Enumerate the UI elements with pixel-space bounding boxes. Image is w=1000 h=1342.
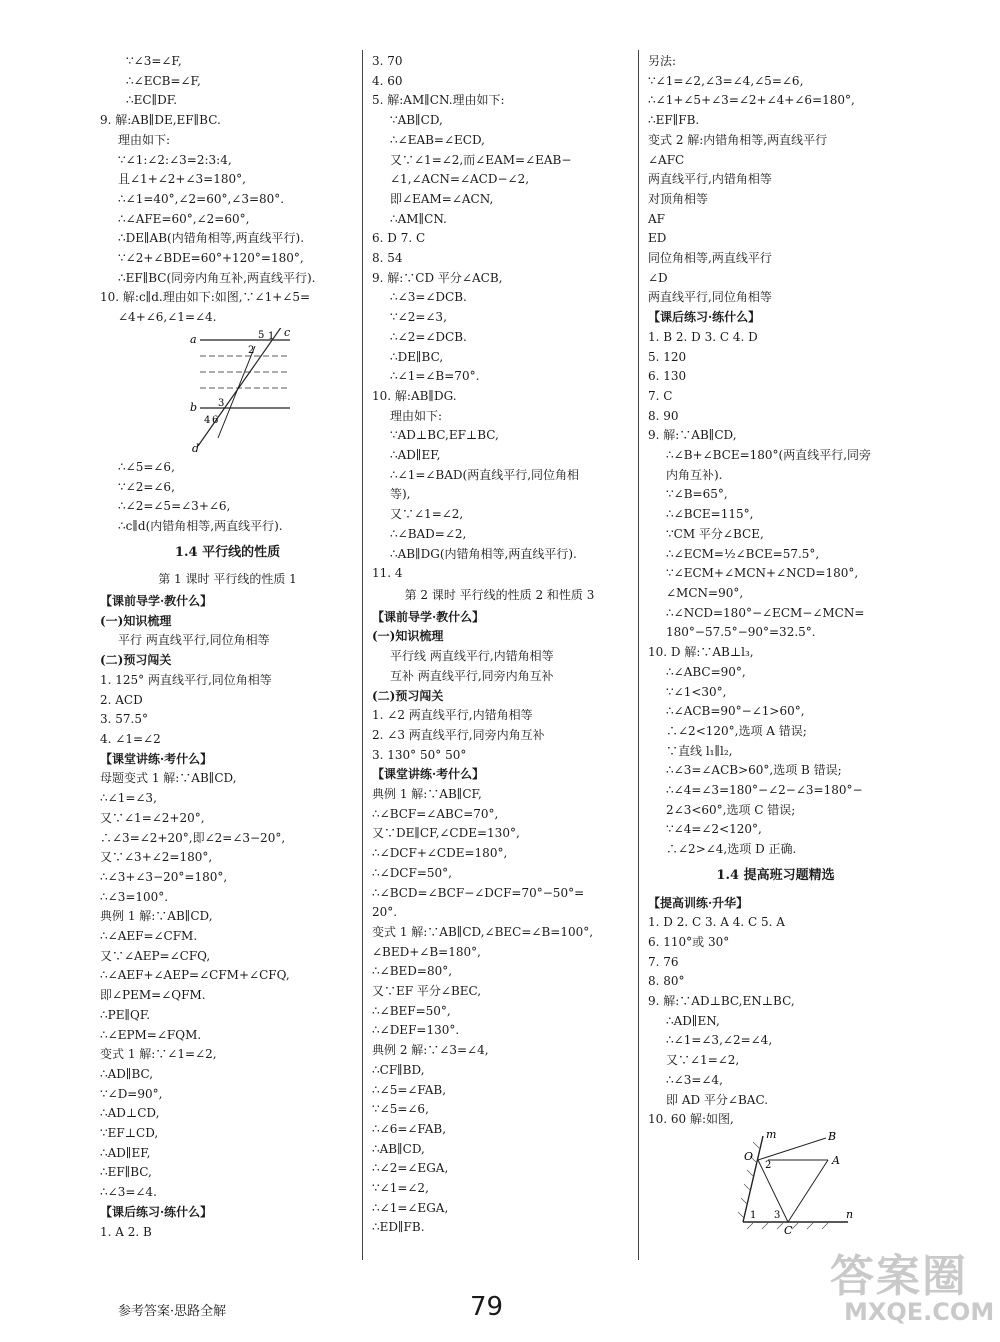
answer-line: ∵∠4=∠2<120°, (666, 822, 762, 837)
answer-line: 等), (390, 487, 411, 502)
answer-line: ∵∠3=∠F, (126, 54, 182, 68)
label-O: O (744, 1149, 754, 1163)
answer-line: ∴∠3=∠DCB. (390, 290, 467, 305)
answer-line: ∴∠BED=80°, (372, 964, 453, 979)
column-divider-2 (638, 50, 639, 1260)
label-c: c (284, 327, 291, 339)
answer-line: ∴∠6=∠FAB, (372, 1121, 447, 1136)
answer-line: ∴∠1+∠5+∠3=∠2+∠4+∠6=180°, (648, 93, 855, 108)
figure-parallel-lines-svg (100, 328, 355, 458)
column-divider-1 (362, 50, 363, 1260)
ray-B-O (758, 1138, 826, 1160)
answer-line: 6. 130 (648, 369, 687, 384)
answer-line: ∴∠4=∠3=180°−∠2−∠3=180°− (666, 783, 863, 798)
label-m: m (766, 1129, 777, 1141)
answer-line: 6. 110°或 30° (648, 934, 730, 949)
answer-line: ∠1,∠ACN=∠ACD−∠2, (390, 172, 530, 187)
answer-line: ∴∠AEF+∠AEP=∠CFM+∠CFQ, (100, 968, 290, 983)
figure-mirror-reflection (648, 1130, 903, 1235)
answer-line: 9. 解:∵CD 平分∠ACB, (372, 270, 503, 285)
answer-line: ∵∠D=90°, (100, 1086, 163, 1101)
answer-line: ∴EF∥FB. (648, 113, 700, 128)
answer-line: ∴AD∥EN, (666, 1013, 720, 1028)
answer-line: 典例 1 解:∵AB∥CF, (372, 787, 482, 802)
answer-line: 11. 4 (372, 566, 403, 581)
answer-line: ∴∠2>∠4,选项 D 正确. (666, 842, 797, 857)
answer-line: 1. D 2. C 3. A 4. C 5. A (648, 915, 785, 930)
answer-line: 1. ∠2 两直线平行,内错角相等 (372, 708, 533, 723)
angle-label-1: 1 (268, 330, 275, 342)
label-B: B (828, 1129, 837, 1143)
angle-label-4: 4 (204, 414, 211, 426)
lesson-title: 第 2 课时 平行线的性质 2 和性质 3 (404, 587, 595, 602)
answer-line: ∵∠1=∠2,∠3=∠4,∠5=∠6, (648, 73, 804, 88)
answer-line: 理由如下: (390, 408, 443, 423)
answer-line: 1. 125° 两直线平行,同位角相等 (100, 672, 272, 687)
answer-line: 3. 57.5° (100, 712, 148, 727)
answer-line: ∴∠3=∠2+20°,即∠2=∠3−20°, (100, 830, 286, 845)
answer-column-3 (648, 52, 903, 1235)
label-C: C (784, 1223, 793, 1235)
answer-line: 两直线平行,内错角相等 (648, 172, 772, 187)
answer-line: ∵∠1:∠2:∠3=2:3:4, (118, 152, 232, 167)
answer-line: ∴∠ABC=90°, (666, 664, 746, 679)
answer-line: ∴AB∥CD, (372, 1141, 425, 1156)
answer-line: 9. 解:∵AB∥CD, (648, 428, 737, 443)
answer-line: ∴∠ACB=90°−∠1>60°, (666, 704, 805, 719)
answer-line: ∵AB∥CD, (390, 113, 443, 128)
answer-line: 9. 解:∵AD⊥BC,EN⊥BC, (648, 994, 795, 1009)
chapter-title: 1.4 提高班习题精选 (716, 867, 835, 883)
answer-line: 又∵∠1=∠2, (390, 507, 464, 522)
angle-label-3: 3 (774, 1209, 781, 1221)
answer-line: ∵EF⊥CD, (100, 1126, 159, 1141)
angle-label-3: 3 (218, 397, 225, 409)
answer-line: 又∵∠3+∠2=180°, (100, 850, 213, 865)
answer-line: ∴∠1=40°,∠2=60°,∠3=80°. (118, 191, 285, 206)
section-heading: 【提高训练·升华】 (648, 895, 749, 910)
answer-line: 5. 120 (648, 349, 687, 364)
line-d (218, 346, 255, 438)
answer-line: ∴AB∥DG(内错角相等,两直线平行). (390, 546, 577, 561)
figure-mirror-reflection-svg (648, 1130, 903, 1235)
answer-line: 7. C (648, 388, 673, 403)
answer-line: ∴AD∥BC, (100, 1066, 154, 1081)
answer-line: 20°. (372, 905, 398, 920)
answer-line: ∴∠3=∠4. (100, 1185, 157, 1200)
answer-line: ∵AD⊥BC,EF⊥BC, (390, 428, 499, 443)
answer-line: ∵CM 平分∠BCE, (666, 526, 764, 541)
answer-line: 8. 80° (648, 974, 685, 989)
answer-line: ∴DE∥AB(内错角相等,两直线平行). (118, 231, 305, 246)
section-heading: (二)预习闯关 (372, 688, 444, 703)
angle-label-5: 5 (258, 329, 265, 341)
answer-line: ∵∠1<30°, (666, 684, 727, 699)
answer-line: 10. D 解:∵AB⊥l₃, (648, 645, 754, 660)
answer-line: ∴AD∥EF, (100, 1145, 151, 1160)
label-b: b (190, 400, 198, 414)
answer-line: 180°−57.5°−90°=32.5°. (666, 625, 816, 640)
answer-line: ∵∠B=65°, (666, 487, 728, 502)
answer-line: ∠MCN=90°, (666, 585, 744, 600)
answer-line: 变式 2 解:内错角相等,两直线平行 (648, 132, 828, 147)
answer-line: ∴AM∥CN. (390, 211, 447, 226)
answer-line: 平行 两直线平行,同位角相等 (118, 633, 270, 648)
answer-line: 理由如下: (118, 132, 171, 147)
answer-line: 又∵DE∥CF,∠CDE=130°, (372, 826, 520, 841)
angle-label-1: 1 (750, 1209, 757, 1221)
answer-line: 即∠PEM=∠QFM. (100, 988, 206, 1003)
watermark-text: 答案圈 (830, 1251, 968, 1302)
line-c (198, 328, 282, 446)
answer-line: ∴∠1=∠EGA, (372, 1200, 449, 1215)
answer-line: ED (648, 231, 667, 246)
answer-line: 10. 解:AB∥DG. (372, 388, 457, 403)
answer-line: 4. ∠1=∠2 (100, 731, 161, 746)
answer-line: ∴∠BEF=50°, (372, 1003, 451, 1018)
answer-line: 又∵∠1=∠2,而∠EAM=∠EAB− (390, 152, 572, 167)
answer-line: ∴∠3+∠3−20°=180°, (100, 869, 228, 884)
answer-line: 又∵∠AEP=∠CFQ, (100, 948, 211, 963)
label-d: d (192, 441, 200, 455)
answer-line: ∴∠B+∠BCE=180°(两直线平行,同旁 (666, 448, 872, 463)
page-number: 79 (470, 1292, 504, 1322)
section-heading: (一)知识梳理 (100, 613, 172, 628)
answer-line: 典例 2 解:∵∠3=∠4, (372, 1043, 489, 1058)
answer-line: 5. 解:AM∥CN.理由如下: (372, 93, 505, 108)
section-heading: 【课前导学·教什么】 (100, 594, 213, 609)
answer-line: 两直线平行,同位角相等 (648, 290, 772, 305)
answer-line: 同位角相等,两直线平行 (648, 251, 772, 266)
answer-line: ∵直线 l₁∥l₂, (666, 743, 733, 758)
answer-line: 3. 130° 50° 50° (372, 747, 467, 762)
answer-line: 平行线 两直线平行,内错角相等 (390, 649, 554, 664)
angle-label-6: 6 (212, 414, 219, 426)
answer-line: ∴∠DCF+∠CDE=180°, (372, 846, 508, 861)
figure-parallel-lines (100, 328, 355, 458)
answer-line: ∴AD∥EF, (390, 448, 441, 463)
angle-label-2: 2 (248, 344, 255, 356)
answer-line: ∴∠DCF=50°, (372, 865, 452, 880)
answer-line: ∵∠2=∠6, (118, 479, 175, 494)
answer-line: 即 AD 平分∠BAC. (666, 1092, 769, 1107)
answer-line: 4. 60 (372, 73, 403, 88)
section-heading: 【课前导学·教什么】 (372, 609, 485, 624)
answer-line: ∵∠2+∠BDE=60°+120°=180°, (118, 251, 304, 266)
answer-line: 又∵EF 平分∠BEC, (372, 984, 482, 999)
answer-line: ∴∠NCD=180°−∠ECM−∠MCN= (666, 605, 865, 620)
answer-line: ∴∠2=∠5=∠3+∠6, (118, 499, 231, 514)
answer-line: 1. B 2. D 3. C 4. D (648, 329, 758, 344)
answer-line: ∴DE∥BC, (390, 349, 444, 364)
answer-line: 且∠1+∠2+∠3=180°, (118, 172, 246, 187)
answer-line: ∴∠1=∠B=70°. (390, 369, 480, 384)
section-heading: (二)预习闯关 (100, 653, 172, 668)
watermark-url: MXQE.COM (844, 1298, 995, 1326)
answer-line: ∵∠ECM+∠MCN+∠NCD=180°, (666, 566, 859, 581)
answer-line: ∴∠ECM=½∠BCE=57.5°, (666, 546, 820, 561)
answer-line: ∴EC∥DF. (126, 93, 178, 108)
section-heading: 【课后练习·练什么】 (100, 1204, 213, 1219)
answer-line: 9. 解:AB∥DE,EF∥BC. (100, 113, 221, 128)
answer-line: 10. 解:c∥d.理由如下:如图,∵∠1+∠5= (100, 290, 311, 305)
answer-line: ∴∠AFE=60°,∠2=60°, (118, 211, 250, 226)
answer-line: 6. D 7. C (372, 231, 426, 246)
answer-line: 10. 60 解:如图, (648, 1112, 734, 1127)
answer-column-1 (100, 52, 355, 1242)
answer-line: 又∵∠1=∠2, (666, 1053, 740, 1068)
section-heading: 【课后练习·练什么】 (648, 310, 761, 325)
answer-line: ∴∠ECB=∠F, (126, 73, 201, 88)
answer-line: ∴c∥d(内错角相等,两直线平行). (118, 518, 283, 533)
answer-line: 又∵∠1=∠2+20°, (100, 810, 205, 825)
label-A: A (832, 1153, 840, 1167)
answer-line: ∴∠2=∠EGA, (372, 1161, 449, 1176)
answer-line: ∴∠EPM=∠FQM. (100, 1027, 202, 1042)
answer-line: ∴∠1=∠BAD(两直线平行,同位角相 (390, 467, 580, 482)
answer-column-2 (372, 52, 627, 1238)
answer-line: ∴EF∥BC, (100, 1165, 152, 1180)
lesson-title: 第 1 课时 平行线的性质 1 (158, 572, 297, 587)
chapter-title: 1.4 平行线的性质 (174, 544, 281, 560)
answer-line: ∴∠2=∠DCB. (390, 329, 467, 344)
answer-line: 1. A 2. B (100, 1224, 152, 1239)
answer-line: AF (648, 211, 665, 226)
answer-line: 变式 1 解:∵∠1=∠2, (100, 1047, 217, 1062)
answer-line: ∴∠2<120°,选项 A 错误; (666, 723, 807, 738)
answer-line: ∴∠BAD=∠2, (390, 526, 467, 541)
answer-line: 8. 90 (648, 408, 679, 423)
section-heading: 【课堂讲练·考什么】 (372, 767, 485, 782)
answer-line: ∴∠1=∠3,∠2=∠4, (666, 1033, 773, 1048)
answer-line: ∠D (648, 270, 668, 285)
answer-line: ∵∠5=∠6, (372, 1102, 429, 1117)
answer-line: 7. 76 (648, 954, 679, 969)
answer-line: ∴∠AEF=∠CFM. (100, 929, 198, 944)
answer-line: ∴ED∥FB. (372, 1220, 425, 1235)
footer-caption: 参考答案·思路全解 (118, 1304, 227, 1319)
answer-line: ∴∠3=100°. (100, 889, 169, 904)
label-n: n (846, 1207, 854, 1221)
answer-line: ∴∠EAB=∠ECD, (390, 132, 485, 147)
answer-line: ∠AFC (648, 152, 685, 167)
answer-line: 变式 1 解:∵AB∥CD,∠BEC=∠B=100°, (372, 924, 594, 939)
answer-line: 母题变式 1 解:∵AB∥CD, (100, 771, 237, 786)
answer-line: ∠BED+∠B=180°, (372, 944, 481, 959)
answer-line: 2. ∠3 两直线平行,同旁内角互补 (372, 727, 545, 742)
answer-line: ∴∠1=∠3, (100, 791, 157, 806)
answer-line: 即∠EAM=∠ACN, (390, 191, 494, 206)
answer-line: ∴∠DEF=130°. (372, 1023, 460, 1038)
answer-line: ∴∠BCD=∠BCF−∠DCF=70°−50°= (372, 885, 585, 900)
ray-O-C (758, 1160, 788, 1222)
answer-line: 对顶角相等 (648, 191, 709, 206)
answer-line: 另法: (648, 54, 677, 68)
answer-line: ∴∠3=∠ACB>60°,选项 B 错误; (666, 763, 842, 778)
angle-label-2: 2 (765, 1159, 772, 1171)
answer-line: ∴PE∥QF. (100, 1007, 151, 1022)
answer-line: ∵∠2=∠3, (390, 310, 447, 325)
watermark-logo (830, 1240, 995, 1335)
ray-C-A (788, 1160, 828, 1222)
answer-line: 2. ACD (100, 692, 143, 707)
label-a: a (190, 332, 197, 346)
answer-line: ∴∠BCE=115°, (666, 507, 754, 522)
section-heading: (一)知识梳理 (372, 629, 444, 644)
answer-line: ∴∠3=∠4, (666, 1072, 723, 1087)
answer-line: ∴EF∥BC(同旁内角互补,两直线平行). (118, 270, 316, 285)
answer-line: ∴∠BCF=∠ABC=70°, (372, 806, 499, 821)
answer-line: ∠4+∠6,∠1=∠4. (118, 310, 217, 325)
answer-line: 互补 两直线平行,同旁内角互补 (390, 668, 554, 683)
section-heading: 【课堂讲练·考什么】 (100, 751, 213, 766)
answer-line: 典例 1 解:∵AB∥CD, (100, 909, 213, 924)
answer-line: 内角互补). (666, 467, 723, 482)
answer-line: ∴CF∥BD, (372, 1062, 425, 1077)
answer-line: ∴AD⊥CD, (100, 1106, 160, 1121)
answer-line: ∴∠5=∠6, (118, 459, 175, 474)
answer-line: 2∠3<60°,选项 C 错误; (666, 802, 796, 817)
answer-line: ∴∠5=∠FAB, (372, 1082, 447, 1097)
answer-line: ∵∠1=∠2, (372, 1181, 429, 1196)
answer-line: 3. 70 (372, 54, 403, 68)
answer-line: 8. 54 (372, 251, 403, 266)
